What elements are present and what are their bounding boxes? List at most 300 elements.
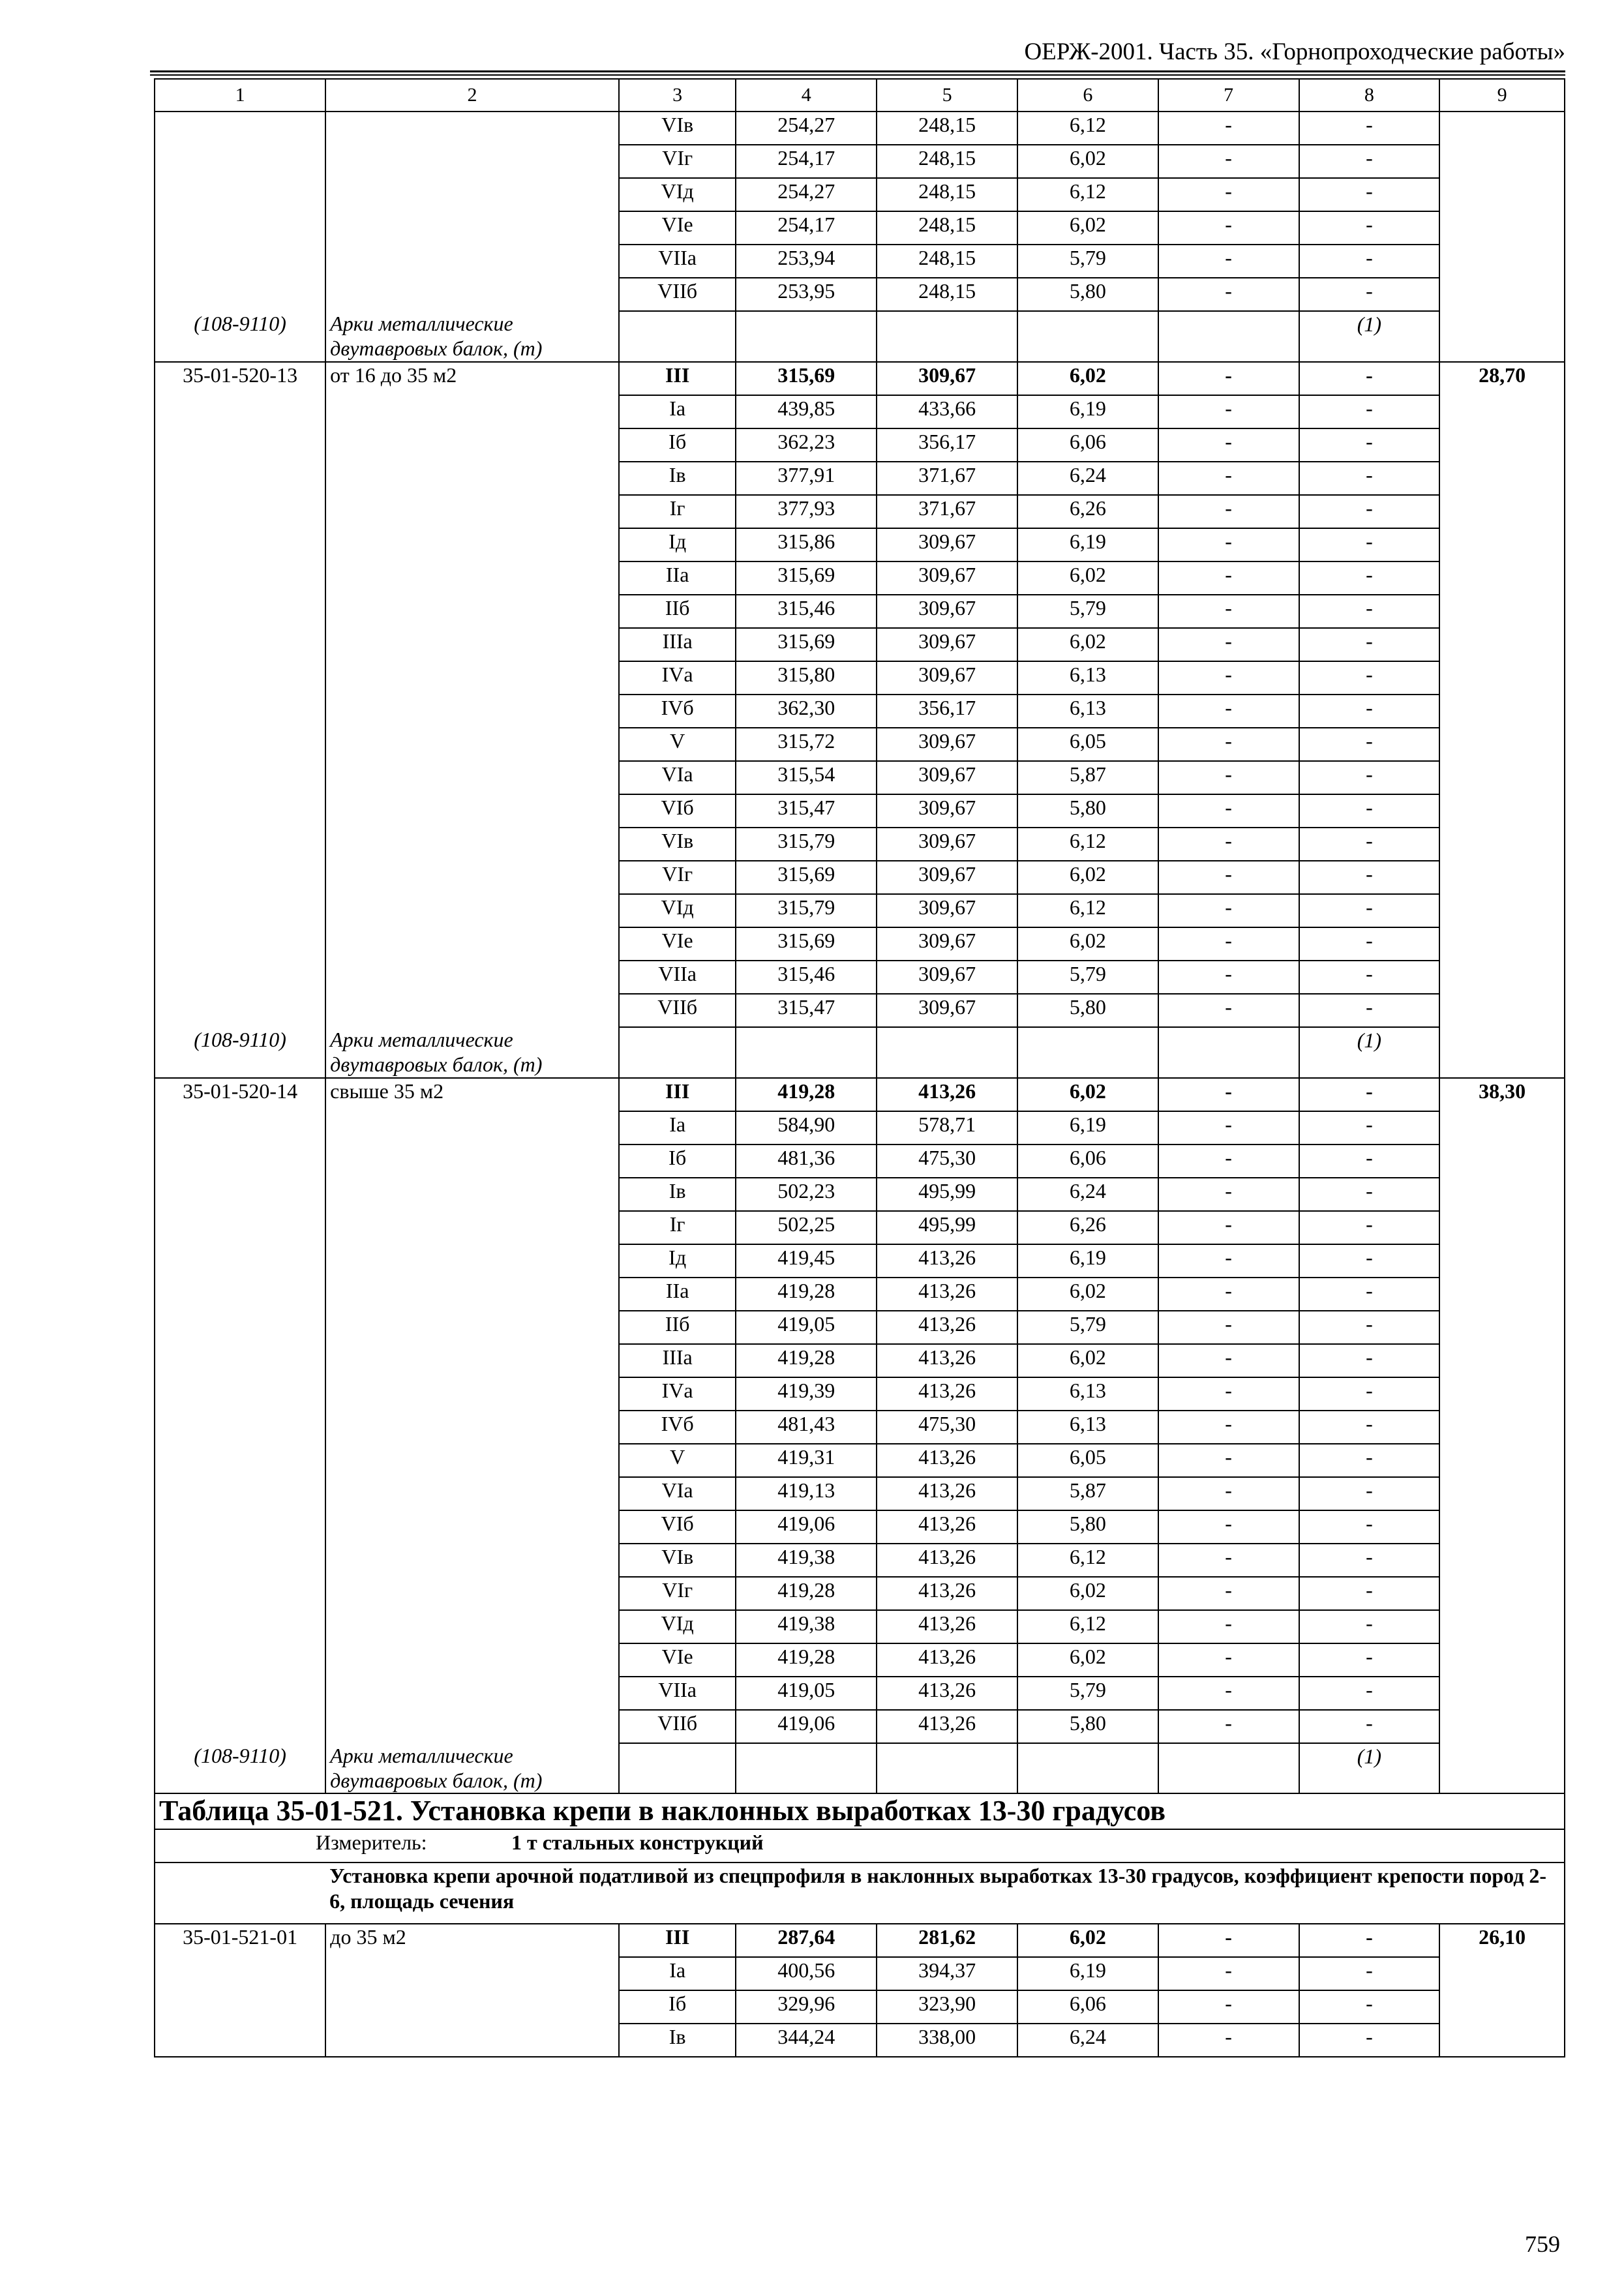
materials-cell: - xyxy=(1299,1990,1440,2024)
drivers-wages-cell: - xyxy=(1158,961,1299,994)
direct-cost-cell: 419,06 xyxy=(736,1710,877,1743)
zone-cell: III xyxy=(619,1924,736,1957)
machines-cell: 5,80 xyxy=(1017,1510,1158,1544)
zone-cell: VIб xyxy=(619,1510,736,1544)
drivers-wages-cell: - xyxy=(1158,495,1299,528)
direct-cost-cell: 419,06 xyxy=(736,1510,877,1544)
table-row xyxy=(155,362,1565,395)
wages-cell: 248,15 xyxy=(877,245,1017,278)
table-cell xyxy=(1158,1743,1299,1794)
table-row xyxy=(155,1924,1565,1957)
machines-cell: 5,79 xyxy=(1017,245,1158,278)
materials-cell: - xyxy=(1299,894,1440,927)
machines-cell: 6,12 xyxy=(1017,112,1158,145)
table-cell xyxy=(877,1027,1017,1078)
wages-cell: 309,67 xyxy=(877,628,1017,661)
direct-cost-cell: 315,80 xyxy=(736,661,877,695)
zone-cell: V xyxy=(619,728,736,761)
machines-cell: 6,13 xyxy=(1017,1411,1158,1444)
drivers-wages-cell: - xyxy=(1158,927,1299,961)
zone-cell: IVб xyxy=(619,695,736,728)
table-cell xyxy=(619,1027,736,1078)
machines-cell: 6,13 xyxy=(1017,695,1158,728)
drivers-wages-cell: - xyxy=(1158,828,1299,861)
wages-cell: 309,67 xyxy=(877,761,1017,794)
name-cell: свыше 35 м2 xyxy=(325,1078,619,1743)
materials-cell: - xyxy=(1299,1244,1440,1278)
wages-cell: 356,17 xyxy=(877,695,1017,728)
materials-cell: - xyxy=(1299,462,1440,495)
materials-cell: - xyxy=(1299,278,1440,311)
drivers-wages-cell: - xyxy=(1158,1444,1299,1477)
zone-cell: IVа xyxy=(619,661,736,695)
drivers-wages-cell: - xyxy=(1158,1411,1299,1444)
wages-cell: 413,26 xyxy=(877,1444,1017,1477)
wages-cell: 413,26 xyxy=(877,1577,1017,1610)
direct-cost-cell: 419,38 xyxy=(736,1610,877,1643)
machines-cell: 6,02 xyxy=(1017,362,1158,395)
wages-cell: 413,26 xyxy=(877,1610,1017,1643)
zone-cell: IVа xyxy=(619,1377,736,1411)
direct-cost-cell: 315,86 xyxy=(736,528,877,561)
wages-cell: 413,26 xyxy=(877,1544,1017,1577)
column-number: 9 xyxy=(1439,79,1565,112)
wages-cell: 248,15 xyxy=(877,278,1017,311)
total-cell: 38,30 xyxy=(1439,1078,1565,1794)
rates-table xyxy=(154,78,1565,2057)
column-number: 7 xyxy=(1158,79,1299,112)
machines-cell: 6,24 xyxy=(1017,1178,1158,1211)
drivers-wages-cell: - xyxy=(1158,1178,1299,1211)
machines-cell: 6,06 xyxy=(1017,1990,1158,2024)
wages-cell: 309,67 xyxy=(877,595,1017,628)
zone-cell: Iа xyxy=(619,1957,736,1990)
page-header: ОЕРЖ-2001. Часть 35. «Горнопроходческие работы» xyxy=(1024,38,1565,65)
materials-cell: - xyxy=(1299,661,1440,695)
page-number: 759 xyxy=(1525,2231,1560,2257)
zone-cell: VIIа xyxy=(619,245,736,278)
zone-cell: III xyxy=(619,362,736,395)
drivers-wages-cell: - xyxy=(1158,994,1299,1027)
materials-cell: - xyxy=(1299,1411,1440,1444)
table-title-row xyxy=(155,1793,1565,1829)
drivers-wages-cell: - xyxy=(1158,1477,1299,1510)
wages-cell: 338,00 xyxy=(877,2024,1017,2057)
direct-cost-cell: 419,38 xyxy=(736,1544,877,1577)
direct-cost-cell: 419,39 xyxy=(736,1377,877,1411)
direct-cost-cell: 315,69 xyxy=(736,362,877,395)
table-cell xyxy=(736,1027,877,1078)
machines-cell: 6,06 xyxy=(1017,1144,1158,1178)
wages-cell: 248,15 xyxy=(877,145,1017,178)
drivers-wages-cell: - xyxy=(1158,1311,1299,1344)
wages-cell: 475,30 xyxy=(877,1144,1017,1178)
machines-cell: 6,19 xyxy=(1017,1111,1158,1144)
direct-cost-cell: 419,05 xyxy=(736,1311,877,1344)
materials-cell: - xyxy=(1299,1377,1440,1411)
machines-cell: 5,87 xyxy=(1017,1477,1158,1510)
direct-cost-cell: 254,17 xyxy=(736,211,877,245)
machines-cell: 6,02 xyxy=(1017,927,1158,961)
table-cell xyxy=(619,311,736,362)
column-number: 5 xyxy=(877,79,1017,112)
direct-cost-cell: 419,28 xyxy=(736,1344,877,1377)
total-cell: 26,10 xyxy=(1439,1924,1565,2057)
drivers-wages-cell: - xyxy=(1158,1924,1299,1957)
machines-cell: 6,24 xyxy=(1017,2024,1158,2057)
machines-cell: 6,12 xyxy=(1017,1544,1158,1577)
direct-cost-cell: 584,90 xyxy=(736,1111,877,1144)
code-cell: 35-01-520-13 xyxy=(155,362,325,1027)
drivers-wages-cell: - xyxy=(1158,1278,1299,1311)
drivers-wages-cell: - xyxy=(1158,278,1299,311)
materials-cell: - xyxy=(1299,828,1440,861)
table-cell xyxy=(1158,311,1299,362)
direct-cost-cell: 253,94 xyxy=(736,245,877,278)
drivers-wages-cell: - xyxy=(1158,661,1299,695)
drivers-wages-cell: - xyxy=(1158,1377,1299,1411)
drivers-wages-cell: - xyxy=(1158,428,1299,462)
drivers-wages-cell: - xyxy=(1158,761,1299,794)
drivers-wages-cell: - xyxy=(1158,1211,1299,1244)
name-cell: до 35 м2 xyxy=(325,1924,619,2057)
direct-cost-cell: 419,05 xyxy=(736,1677,877,1710)
drivers-wages-cell: - xyxy=(1158,595,1299,628)
zone-cell: VIа xyxy=(619,761,736,794)
drivers-wages-cell: - xyxy=(1158,1078,1299,1111)
table-cell xyxy=(877,311,1017,362)
drivers-wages-cell: - xyxy=(1158,894,1299,927)
machines-cell: 6,12 xyxy=(1017,828,1158,861)
materials-cell: - xyxy=(1299,794,1440,828)
drivers-wages-cell: - xyxy=(1158,2024,1299,2057)
direct-cost-cell: 315,47 xyxy=(736,994,877,1027)
materials-cell: - xyxy=(1299,1577,1440,1610)
wages-cell: 309,67 xyxy=(877,927,1017,961)
direct-cost-cell: 315,69 xyxy=(736,927,877,961)
column-number: 3 xyxy=(619,79,736,112)
machines-cell: 5,80 xyxy=(1017,278,1158,311)
zone-cell: VIе xyxy=(619,1643,736,1677)
direct-cost-cell: 253,95 xyxy=(736,278,877,311)
direct-cost-cell: 315,46 xyxy=(736,595,877,628)
materials-cell: - xyxy=(1299,1510,1440,1544)
material-code-cell: (108-9110) xyxy=(155,311,325,362)
direct-cost-cell: 419,28 xyxy=(736,1278,877,1311)
direct-cost-cell: 502,25 xyxy=(736,1211,877,1244)
drivers-wages-cell: - xyxy=(1158,861,1299,894)
zone-cell: VIв xyxy=(619,828,736,861)
wages-cell: 475,30 xyxy=(877,1411,1017,1444)
materials-cell: - xyxy=(1299,245,1440,278)
machines-cell: 5,80 xyxy=(1017,994,1158,1027)
zone-cell: VIIа xyxy=(619,961,736,994)
material-qty-cell: (1) xyxy=(1299,311,1440,362)
direct-cost-cell: 419,28 xyxy=(736,1643,877,1677)
direct-cost-cell: 254,27 xyxy=(736,178,877,211)
machines-cell: 6,12 xyxy=(1017,178,1158,211)
wages-cell: 413,26 xyxy=(877,1311,1017,1344)
zone-cell: VIIб xyxy=(619,994,736,1027)
wages-cell: 309,67 xyxy=(877,894,1017,927)
zone-cell: IVб xyxy=(619,1411,736,1444)
wages-cell: 309,67 xyxy=(877,794,1017,828)
direct-cost-cell: 362,23 xyxy=(736,428,877,462)
zone-cell: VIIб xyxy=(619,1710,736,1743)
zone-cell: VIг xyxy=(619,1577,736,1610)
machines-cell: 6,19 xyxy=(1017,1957,1158,1990)
zone-cell: III xyxy=(619,1078,736,1111)
materials-cell: - xyxy=(1299,1211,1440,1244)
machines-cell: 6,26 xyxy=(1017,1211,1158,1244)
zone-cell: VIд xyxy=(619,894,736,927)
materials-cell: - xyxy=(1299,112,1440,145)
material-row xyxy=(155,1743,1565,1794)
zone-cell: Iв xyxy=(619,462,736,495)
zone-cell: VIг xyxy=(619,145,736,178)
wages-cell: 578,71 xyxy=(877,1111,1017,1144)
drivers-wages-cell: - xyxy=(1158,1610,1299,1643)
table-cell xyxy=(877,1743,1017,1794)
machines-cell: 5,79 xyxy=(1017,595,1158,628)
machines-cell: 5,80 xyxy=(1017,794,1158,828)
direct-cost-cell: 439,85 xyxy=(736,395,877,428)
material-name-cell: Арки металлические двутавровых балок, (т) xyxy=(325,1027,619,1078)
zone-cell: IIIа xyxy=(619,1344,736,1377)
machines-cell: 6,02 xyxy=(1017,1078,1158,1111)
table-cell xyxy=(619,1743,736,1794)
materials-cell: - xyxy=(1299,595,1440,628)
materials-cell: - xyxy=(1299,1610,1440,1643)
direct-cost-cell: 419,28 xyxy=(736,1078,877,1111)
direct-cost-cell: 315,79 xyxy=(736,828,877,861)
materials-cell: - xyxy=(1299,628,1440,661)
rates-table-body xyxy=(155,79,1565,2057)
wages-cell: 248,15 xyxy=(877,178,1017,211)
wages-cell: 309,67 xyxy=(877,994,1017,1027)
drivers-wages-cell: - xyxy=(1158,1510,1299,1544)
zone-cell: Iв xyxy=(619,1178,736,1211)
zone-cell: Iа xyxy=(619,395,736,428)
column-number: 1 xyxy=(155,79,325,112)
table-cell xyxy=(1017,1743,1158,1794)
wages-cell: 309,67 xyxy=(877,561,1017,595)
materials-cell: - xyxy=(1299,961,1440,994)
materials-cell: - xyxy=(1299,1111,1440,1144)
materials-cell: - xyxy=(1299,178,1440,211)
drivers-wages-cell: - xyxy=(1158,462,1299,495)
drivers-wages-cell: - xyxy=(1158,362,1299,395)
header-rule xyxy=(150,70,1565,72)
zone-cell: VIв xyxy=(619,1544,736,1577)
table-row xyxy=(155,1078,1565,1111)
drivers-wages-cell: - xyxy=(1158,1544,1299,1577)
materials-cell: - xyxy=(1299,1710,1440,1743)
wages-cell: 248,15 xyxy=(877,211,1017,245)
wages-cell: 413,26 xyxy=(877,1677,1017,1710)
machines-cell: 6,02 xyxy=(1017,145,1158,178)
zone-cell: VIб xyxy=(619,794,736,828)
table-row xyxy=(155,112,1565,145)
column-number: 8 xyxy=(1299,79,1440,112)
direct-cost-cell: 400,56 xyxy=(736,1957,877,1990)
zone-cell: IIб xyxy=(619,595,736,628)
drivers-wages-cell: - xyxy=(1158,245,1299,278)
machines-cell: 5,87 xyxy=(1017,761,1158,794)
direct-cost-cell: 481,43 xyxy=(736,1411,877,1444)
wages-cell: 413,26 xyxy=(877,1477,1017,1510)
machines-cell: 6,02 xyxy=(1017,561,1158,595)
column-number: 6 xyxy=(1017,79,1158,112)
direct-cost-cell: 419,13 xyxy=(736,1477,877,1510)
description-cell: Установка крепи арочной податливой из спецпрофиля в наклонных выработках 13-30 градусов, коэффициент крепости пород 2-6, площадь сечения xyxy=(325,1863,1565,1924)
code-cell: 35-01-520-14 xyxy=(155,1078,325,1743)
zone-cell: Iг xyxy=(619,1211,736,1244)
machines-cell: 5,79 xyxy=(1017,1677,1158,1710)
direct-cost-cell: 315,54 xyxy=(736,761,877,794)
name-cell: от 16 до 35 м2 xyxy=(325,362,619,1027)
direct-cost-cell: 419,28 xyxy=(736,1577,877,1610)
materials-cell: - xyxy=(1299,395,1440,428)
meter-row xyxy=(155,1829,1565,1863)
table-cell xyxy=(736,1743,877,1794)
materials-cell: - xyxy=(1299,428,1440,462)
direct-cost-cell: 344,24 xyxy=(736,2024,877,2057)
drivers-wages-cell: - xyxy=(1158,561,1299,595)
table-cell xyxy=(1017,311,1158,362)
zone-cell: IIб xyxy=(619,1311,736,1344)
materials-cell: - xyxy=(1299,528,1440,561)
machines-cell: 6,12 xyxy=(1017,1610,1158,1643)
wages-cell: 309,67 xyxy=(877,828,1017,861)
meter-label: Измеритель: xyxy=(316,1831,427,1855)
direct-cost-cell: 377,91 xyxy=(736,462,877,495)
wages-cell: 309,67 xyxy=(877,661,1017,695)
direct-cost-cell: 254,17 xyxy=(736,145,877,178)
wages-cell: 281,62 xyxy=(877,1924,1017,1957)
materials-cell: - xyxy=(1299,1924,1440,1957)
drivers-wages-cell: - xyxy=(1158,178,1299,211)
direct-cost-cell: 254,27 xyxy=(736,112,877,145)
zone-cell: Iд xyxy=(619,1244,736,1278)
column-numbers-row xyxy=(155,79,1565,112)
header-rule-thin xyxy=(150,74,1565,76)
drivers-wages-cell: - xyxy=(1158,211,1299,245)
zone-cell: Iг xyxy=(619,495,736,528)
zone-cell: V xyxy=(619,1444,736,1477)
code-cell: 35-01-521-01 xyxy=(155,1924,325,2057)
total-cell xyxy=(1439,112,1565,362)
drivers-wages-cell: - xyxy=(1158,728,1299,761)
wages-cell: 248,15 xyxy=(877,112,1017,145)
machines-cell: 6,24 xyxy=(1017,462,1158,495)
materials-cell: - xyxy=(1299,362,1440,395)
machines-cell: 6,12 xyxy=(1017,894,1158,927)
code-cell xyxy=(155,112,325,311)
wages-cell: 323,90 xyxy=(877,1990,1017,2024)
materials-cell: - xyxy=(1299,1477,1440,1510)
wages-cell: 309,67 xyxy=(877,861,1017,894)
wages-cell: 394,37 xyxy=(877,1957,1017,1990)
material-name-cell: Арки металлические двутавровых балок, (т) xyxy=(325,311,619,362)
zone-cell: VIе xyxy=(619,927,736,961)
direct-cost-cell: 502,23 xyxy=(736,1178,877,1211)
table-cell xyxy=(1017,1027,1158,1078)
description-row xyxy=(155,1863,1565,1924)
materials-cell: - xyxy=(1299,728,1440,761)
materials-cell: - xyxy=(1299,1178,1440,1211)
wages-cell: 413,26 xyxy=(877,1278,1017,1311)
zone-cell: Iа xyxy=(619,1111,736,1144)
materials-cell: - xyxy=(1299,1311,1440,1344)
wages-cell: 433,66 xyxy=(877,395,1017,428)
zone-cell: Iб xyxy=(619,1990,736,2024)
zone-cell: IIIа xyxy=(619,628,736,661)
materials-cell: - xyxy=(1299,695,1440,728)
wages-cell: 309,67 xyxy=(877,728,1017,761)
name-cell xyxy=(325,112,619,311)
material-code-cell: (108-9110) xyxy=(155,1027,325,1078)
materials-cell: - xyxy=(1299,1544,1440,1577)
machines-cell: 6,02 xyxy=(1017,211,1158,245)
wages-cell: 309,67 xyxy=(877,362,1017,395)
wages-cell: 309,67 xyxy=(877,528,1017,561)
direct-cost-cell: 329,96 xyxy=(736,1990,877,2024)
wages-cell: 356,17 xyxy=(877,428,1017,462)
zone-cell: IIа xyxy=(619,1278,736,1311)
table-cell xyxy=(1158,1027,1299,1078)
material-qty-cell: (1) xyxy=(1299,1027,1440,1078)
materials-cell: - xyxy=(1299,2024,1440,2057)
machines-cell: 6,19 xyxy=(1017,1244,1158,1278)
direct-cost-cell: 419,31 xyxy=(736,1444,877,1477)
meter-value: 1 т стальных конструкций xyxy=(511,1831,764,1855)
direct-cost-cell: 419,45 xyxy=(736,1244,877,1278)
wages-cell: 371,67 xyxy=(877,462,1017,495)
materials-cell: - xyxy=(1299,927,1440,961)
drivers-wages-cell: - xyxy=(1158,1144,1299,1178)
zone-cell: VIа xyxy=(619,1477,736,1510)
machines-cell: 6,05 xyxy=(1017,728,1158,761)
machines-cell: 5,80 xyxy=(1017,1710,1158,1743)
wages-cell: 495,99 xyxy=(877,1178,1017,1211)
machines-cell: 6,02 xyxy=(1017,1643,1158,1677)
total-cell: 28,70 xyxy=(1439,362,1565,1078)
zone-cell: VIв xyxy=(619,112,736,145)
wages-cell: 371,67 xyxy=(877,495,1017,528)
drivers-wages-cell: - xyxy=(1158,1577,1299,1610)
drivers-wages-cell: - xyxy=(1158,1990,1299,2024)
wages-cell: 413,26 xyxy=(877,1078,1017,1111)
drivers-wages-cell: - xyxy=(1158,1244,1299,1278)
drivers-wages-cell: - xyxy=(1158,628,1299,661)
direct-cost-cell: 315,72 xyxy=(736,728,877,761)
drivers-wages-cell: - xyxy=(1158,112,1299,145)
materials-cell: - xyxy=(1299,1444,1440,1477)
direct-cost-cell: 377,93 xyxy=(736,495,877,528)
machines-cell: 6,19 xyxy=(1017,395,1158,428)
materials-cell: - xyxy=(1299,145,1440,178)
machines-cell: 6,19 xyxy=(1017,528,1158,561)
materials-cell: - xyxy=(1299,994,1440,1027)
materials-cell: - xyxy=(1299,861,1440,894)
machines-cell: 6,02 xyxy=(1017,628,1158,661)
direct-cost-cell: 315,47 xyxy=(736,794,877,828)
materials-cell: - xyxy=(1299,1144,1440,1178)
table-title: Таблица 35-01-521. Установка крепи в наклонных выработках 13-30 градусов xyxy=(155,1793,1565,1829)
direct-cost-cell: 362,30 xyxy=(736,695,877,728)
machines-cell: 6,02 xyxy=(1017,1278,1158,1311)
